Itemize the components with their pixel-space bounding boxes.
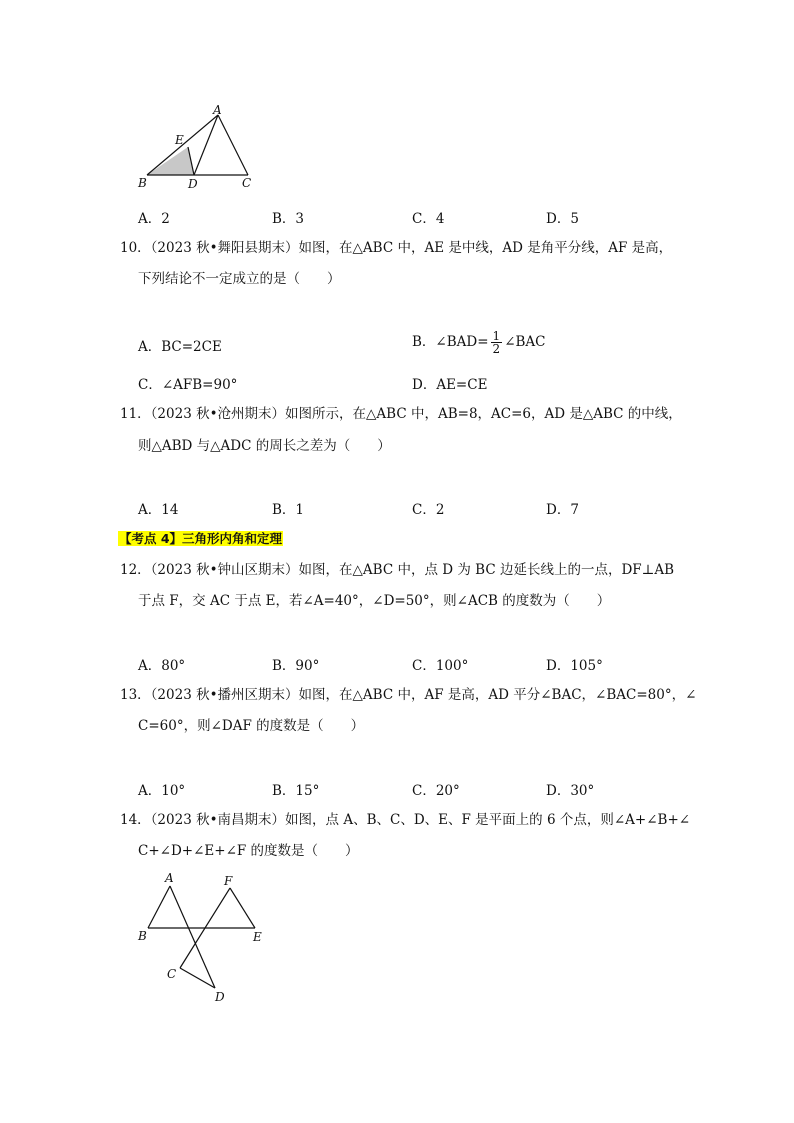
q11-option-b: B．1 xyxy=(272,502,305,518)
q11-option-c: C．2 xyxy=(412,502,445,518)
q9-option-a: A．2 xyxy=(138,211,170,227)
q13-option-b: B．15° xyxy=(272,783,320,799)
q13-option-a: A．10° xyxy=(138,783,186,799)
q9-option-b: B．3 xyxy=(272,211,305,227)
label-c: C xyxy=(242,176,252,190)
figure-q9-triangle xyxy=(130,100,260,195)
label-b: B xyxy=(138,929,147,943)
q10-stem-line2: 下列结论不一定成立的是（ ） xyxy=(138,271,341,287)
q10-option-c: C．∠AFB=90° xyxy=(138,377,238,393)
label-a: A xyxy=(165,871,174,885)
q11-option-a: A．14 xyxy=(138,502,179,518)
fraction-one-half xyxy=(491,330,503,355)
fraction-numerator: 1 xyxy=(492,329,501,343)
q10-option-b-pre: B．∠BAD= xyxy=(412,334,489,350)
q10-option-b xyxy=(412,330,546,355)
q14-stem-line1: 14．（2023 秋•南昌期末）如图，点 A、B、C、D、E、F 是平面上的 6 个点，则∠A+∠B+∠ xyxy=(120,812,691,828)
q12-option-d: D．105° xyxy=(546,658,603,674)
label-d: D xyxy=(188,177,198,191)
q9-option-d: D．5 xyxy=(546,211,579,227)
q12-stem-line2: 于点 F，交 AC 于点 E，若∠A=40°，∠D=50°，则∠ACB 的度数为（ ） xyxy=(138,593,611,609)
label-a: A xyxy=(213,103,222,117)
q10-stem-line1: 10．（2023 秋•舞阳县期末）如图，在△ABC 中，AE 是中线，AD 是角平分线，AF 是高， xyxy=(120,240,673,256)
q12-option-c: C．100° xyxy=(412,658,469,674)
q11-option-d: D．7 xyxy=(546,502,579,518)
q12-option-a: A．80° xyxy=(138,658,186,674)
label-e: E xyxy=(253,930,262,944)
figure-q14-six-points xyxy=(130,868,280,1008)
fraction-denominator: 2 xyxy=(492,342,501,356)
q12-option-b: B．90° xyxy=(272,658,320,674)
q10-option-d: D．AE=CE xyxy=(412,377,488,393)
q13-option-c: C．20° xyxy=(412,783,460,799)
q10-option-b-post: ∠BAC xyxy=(504,334,546,350)
q13-stem-line2: C=60°，则∠DAF 的度数是（ ） xyxy=(138,718,365,734)
q9-option-c: C．4 xyxy=(412,211,445,227)
q13-option-d: D．30° xyxy=(546,783,595,799)
section-heading-kaodian-4 xyxy=(118,529,283,547)
q13-stem-line1: 13．（2023 秋•播州区期末）如图，在△ABC 中，AF 是高，AD 平分∠BAC，∠BAC=80°，∠ xyxy=(120,687,697,703)
q14-stem-line2: C+∠D+∠E+∠F 的度数是（ ） xyxy=(138,843,359,859)
label-e: E xyxy=(175,133,184,147)
q11-stem-line1: 11．（2023 秋•沧州期末）如图所示，在△ABC 中，AB=8，AC=6，AD 是△ABC 的中线， xyxy=(120,406,682,422)
q11-stem-line2: 则△ABD 与△ADC 的周长之差为（ ） xyxy=(138,438,391,454)
label-b: B xyxy=(138,176,147,190)
label-d: D xyxy=(215,990,225,1004)
q12-stem-line1: 12．（2023 秋•钟山区期末）如图，在△ABC 中，点 D 为 BC 边延长线上的一点，DF⊥AB xyxy=(120,562,675,578)
section-title: 【考点 4】三角形内角和定理 xyxy=(119,531,283,546)
q10-option-a: A．BC=2CE xyxy=(138,339,222,355)
label-f: F xyxy=(224,874,233,888)
shaded-triangle-bde xyxy=(147,147,194,175)
label-c: C xyxy=(167,967,177,981)
